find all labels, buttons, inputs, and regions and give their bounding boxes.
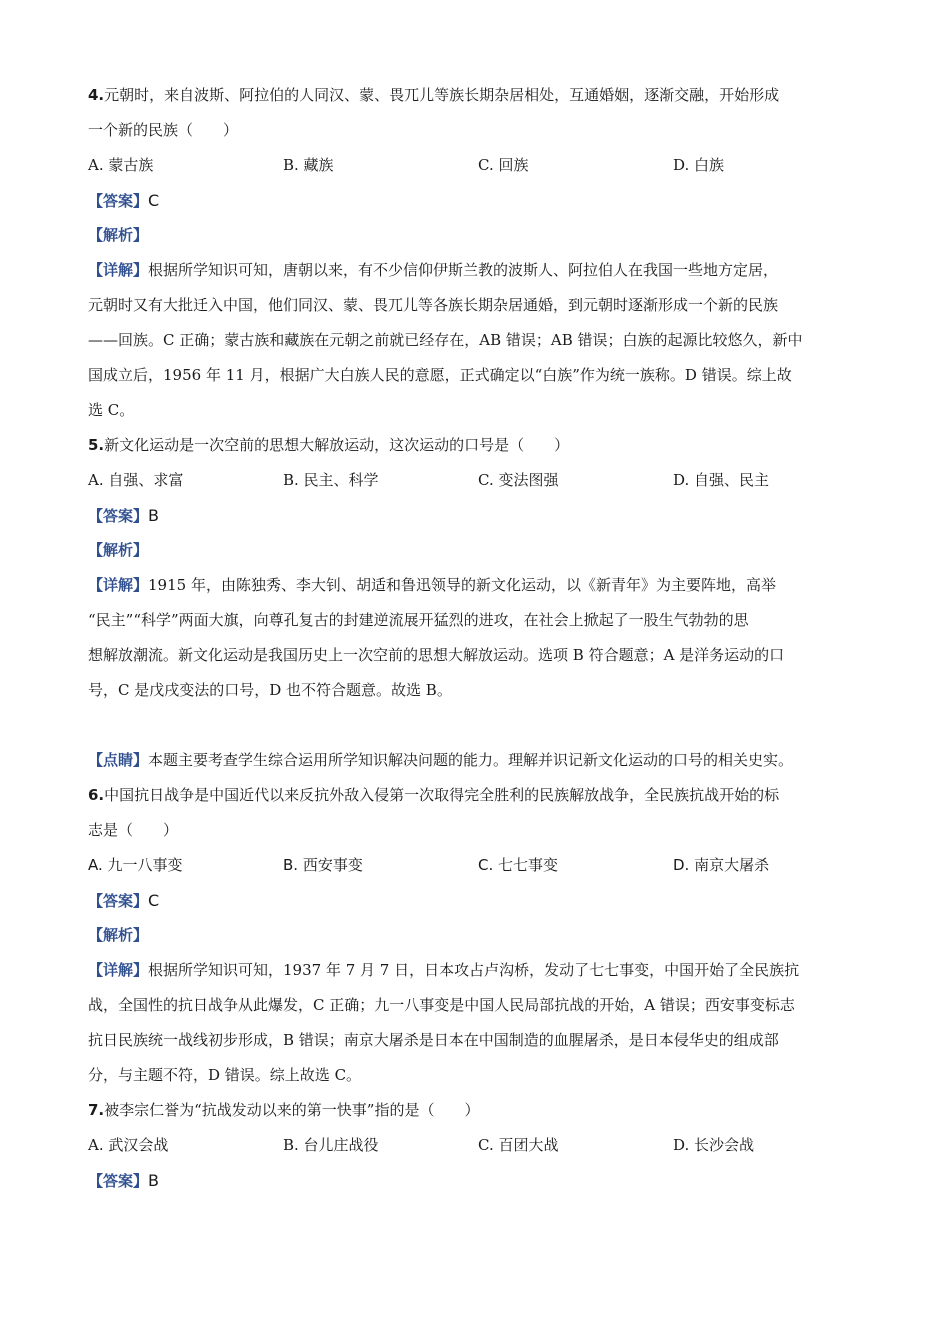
- analysis-tag: 【解析】: [88, 226, 149, 244]
- question-5-option-d: D. 自强、民主: [673, 471, 770, 489]
- question-7-answer: [88, 1163, 868, 1198]
- question-6-options: [88, 848, 868, 883]
- answer-tag: 【答案】: [88, 892, 149, 910]
- question-6-option-b: B. 西安事变: [283, 856, 363, 874]
- answer-tag: 【答案】: [88, 507, 149, 525]
- question-6-detail-line-3: 抗日民族统一战线初步形成，B 错误；南京大屠杀是日本在中国制造的血腥屠杀，是日本侵华史的组成部: [88, 1031, 779, 1049]
- question-4-option-a: A. 蒙古族: [88, 156, 154, 174]
- question-7-option-d: D. 长沙会战: [673, 1136, 755, 1154]
- question-4-answer: [88, 183, 868, 218]
- question-5-detail-line-1: [88, 568, 868, 603]
- question-4-detail-line-1: [88, 253, 868, 288]
- analysis-tag: 【解析】: [88, 926, 149, 944]
- question-6-detail-line-4: 分，与主题不符，D 错误。综上故选 C。: [88, 1066, 362, 1084]
- detail-text: 根据所学知识可知，1937 年 7 月 7 日，日本攻占卢沟桥，发动了七七事变，中国开始了全民族抗: [148, 961, 800, 979]
- question-7-options: [88, 1128, 868, 1163]
- document-page: [88, 78, 868, 1198]
- answer-letter: B: [148, 1171, 159, 1190]
- question-6-detail-line-1: [88, 953, 868, 988]
- question-4-detail-line-3: ——回族。C 正确；蒙古族和藏族在元朝之前就已经存在，AB 错误；AB 错误；白族的起源比较悠久，新中: [88, 331, 803, 349]
- question-6-stem-line-1: [88, 778, 868, 813]
- answer-tag: 【答案】: [88, 192, 149, 210]
- answer-letter: B: [148, 506, 159, 525]
- question-7-stem: [88, 1093, 868, 1128]
- detail-tag: 【详解】: [88, 576, 149, 594]
- blank-line: [88, 708, 868, 743]
- answer-letter: C: [148, 891, 160, 910]
- question-5-detail-line-4: 号，C 是戊戌变法的口号，D 也不符合题意。故选 B。: [88, 681, 452, 699]
- question-6-analysis: [88, 918, 868, 953]
- question-6-stem-line-2: 志是（ ）: [88, 821, 179, 839]
- question-5-option-a: A. 自强、求富: [88, 471, 184, 489]
- analysis-tag: 【解析】: [88, 541, 149, 559]
- question-5-detail-line-2: “民主”“科学”两面大旗，向尊孔复古的封建逆流展开猛烈的进攻，在社会上掀起了一股生气勃勃的思: [88, 611, 749, 629]
- question-4-option-b: B. 藏族: [283, 156, 334, 174]
- question-7-text: 被李宗仁誉为“抗战发动以来的第一快事”指的是（ ）: [104, 1101, 480, 1119]
- question-7-option-a: A. 武汉会战: [88, 1136, 169, 1154]
- question-5-stem: [88, 428, 868, 463]
- question-6-detail-line-2: 战，全国性的抗日战争从此爆发，C 正确；九一八事变是中国人民局部抗战的开始，A 错误；西安事变标志: [88, 996, 795, 1014]
- question-5-analysis: [88, 533, 868, 568]
- question-6-option-c: C. 七七事变: [478, 856, 559, 874]
- detail-text: 1915 年，由陈独秀、李大钊、胡适和鲁迅领导的新文化运动，以《新青年》为主要阵地，高举: [148, 576, 776, 594]
- question-6-number: 6.: [88, 786, 105, 804]
- question-4-text: 元朝时，来自波斯、阿拉伯的人同汉、蒙、畏兀儿等族长期杂居相处，互通婚姻，逐渐交融，开始形成: [104, 86, 780, 104]
- question-4-option-c: C. 回族: [478, 156, 529, 174]
- question-7-option-c: C. 百团大战: [478, 1136, 559, 1154]
- question-5-options: [88, 463, 868, 498]
- comment-tag: 【点睛】: [88, 751, 149, 769]
- question-6-text: 中国抗日战争是中国近代以来反抗外敌入侵第一次取得完全胜利的民族解放战争，全民族抗战开始的标: [104, 786, 780, 804]
- question-4-stem-line-1: [88, 78, 868, 113]
- question-4-detail-line-2: 元朝时又有大批迁入中国，他们同汉、蒙、畏兀儿等各族长期杂居通婚，到元朝时逐渐形成一个新的民族: [88, 296, 779, 314]
- question-5-answer: [88, 498, 868, 533]
- answer-letter: C: [148, 191, 160, 210]
- detail-text: 根据所学知识可知，唐朝以来，有不少信仰伊斯兰教的波斯人、阿拉伯人在我国一些地方定居，: [148, 261, 779, 279]
- detail-tag: 【详解】: [88, 961, 149, 979]
- question-6-option-d: D. 南京大屠杀: [673, 856, 770, 874]
- question-5-option-b: B. 民主、科学: [283, 471, 379, 489]
- detail-tag: 【详解】: [88, 261, 149, 279]
- answer-tag: 【答案】: [88, 1172, 149, 1190]
- question-7-option-b: B. 台儿庄战役: [283, 1136, 379, 1154]
- question-4-options: [88, 148, 868, 183]
- comment-text: 本题主要考查学生综合运用所学知识解决问题的能力。理解并识记新文化运动的口号的相关史实。: [148, 751, 794, 769]
- question-5-option-c: C. 变法图强: [478, 471, 559, 489]
- question-4-option-d: D. 白族: [673, 156, 725, 174]
- question-5-text: 新文化运动是一次空前的思想大解放运动，这次运动的口号是（ ）: [104, 436, 570, 454]
- question-6-answer: [88, 883, 868, 918]
- question-5-comment: [88, 743, 868, 778]
- question-4-number: 4.: [88, 86, 105, 104]
- question-4-stem-line-2: 一个新的民族（ ）: [88, 121, 239, 139]
- question-5-number: 5.: [88, 436, 105, 454]
- question-6-option-a: A. 九一八事变: [88, 856, 183, 874]
- question-4-detail-line-4: 国成立后，1956 年 11 月，根据广大白族人民的意愿，正式确定以“白族”作为统一族称。D 错误。综上故: [88, 366, 792, 384]
- question-4-analysis: [88, 218, 868, 253]
- question-7-number: 7.: [88, 1101, 105, 1119]
- question-4-detail-line-5: 选 C。: [88, 401, 135, 419]
- question-5-detail-line-3: 想解放潮流。新文化运动是我国历史上一次空前的思想大解放运动。选项 B 符合题意；A 是洋务运动的口: [88, 646, 785, 664]
